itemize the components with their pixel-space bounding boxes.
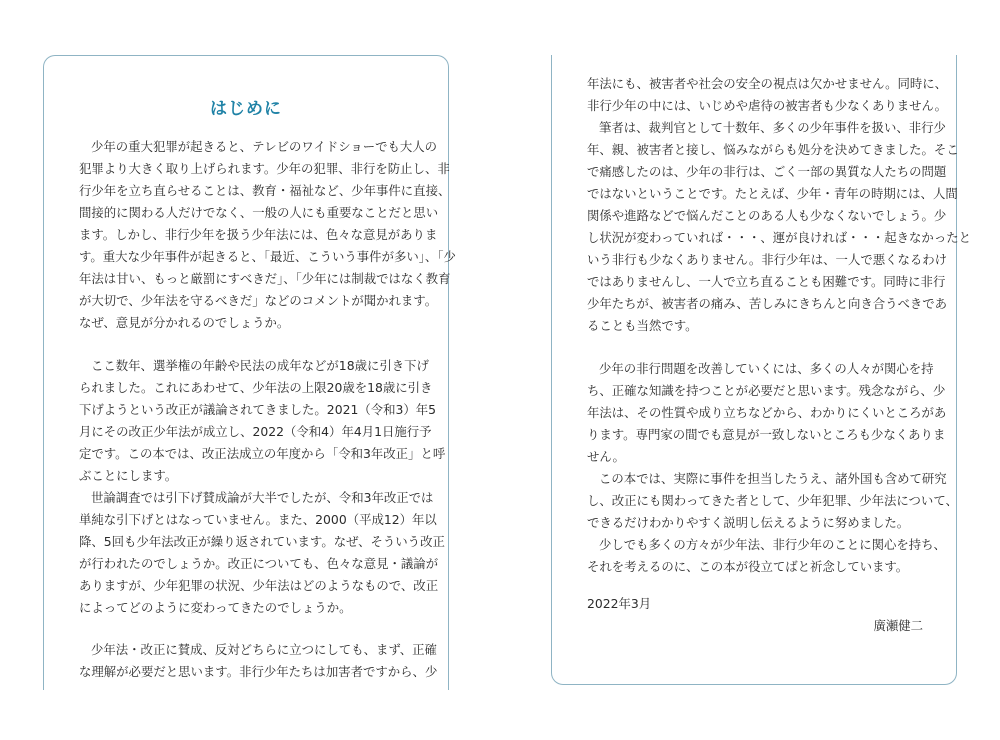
text-line: 年、親、被害者と接し、悩みながらも処分を決めてきました。そこ xyxy=(587,142,959,157)
text-line: 行少年を立ち直らせることは、教育・福祉など、少年事件に直接、 xyxy=(79,183,451,198)
text-line: ち、正確な知識を持つことが必要だと思います。残念ながら、少 xyxy=(587,383,946,398)
text-line: な理解が必要だと思います。非行少年たちは加害者ですから、少 xyxy=(79,664,438,679)
text-line: ぶことにします。 xyxy=(79,468,178,483)
text-line: が行われたのでしょうか。改正についても、色々な意見・議論が xyxy=(79,556,439,571)
text-line: 少年の重大犯罪が起きると、テレビのワイドショーでも大人の xyxy=(91,139,438,154)
text-line: いう非行も少なくありません。非行少年は、一人で悪くなるわけ xyxy=(587,252,948,267)
text-line: ありますが、少年犯罪の状況、少年法はどのようなもので、改正 xyxy=(79,578,439,593)
text-line: 非行少年の中には、いじめや虐待の被害者も少なくありません。 xyxy=(587,98,948,113)
page-title: はじめに xyxy=(210,99,282,119)
text-line: それを考えるのに、この本が役立てばと祈念しています。 xyxy=(587,559,909,574)
text-line: せん。 xyxy=(587,449,625,464)
text-line: ではありませんし、一人で立ち直ることも困難です。同時に非行 xyxy=(587,274,946,289)
text-line: 少年の非行問題を改善していくには、多くの人々が関心を持 xyxy=(599,361,934,376)
text-line: 年法にも、被害者や社会の安全の視点は欠かせません。同時に、 xyxy=(587,76,948,91)
text-line: 関係や進路などで悩んだことのある人も少なくないでしょう。少 xyxy=(587,208,947,223)
text-line: 単純な引下げとはなっていません。また、2000（平成12）年以 xyxy=(79,512,437,527)
text-line: 筆者は、裁判官として十数年、多くの少年事件を扱い、非行少 xyxy=(599,120,946,135)
text-line: し状況が変わっていれば・・・、運が良ければ・・・起きなかったと xyxy=(587,230,971,245)
text-line: 下げようという改正が議論されてきました。2021（令和3）年5 xyxy=(79,402,437,417)
text-line: 世論調査では引下げ賛成論が大半でしたが、令和3年改正では xyxy=(91,490,434,505)
text-line: 降、5回も少年法改正が繰り返されています。なぜ、そういう改正 xyxy=(79,534,445,549)
date-line: 2022年3月 xyxy=(587,596,652,611)
text-line: 定です。この本では、改正法成立の年度から「令和3年改正」と呼 xyxy=(79,446,446,461)
text-line: 間接的に関わる人だけでなく、一般の人にも重要なことだと思い xyxy=(79,205,439,220)
text-line: 犯罪より大きく取り上げられます。少年の犯罪、非行を防止し、非 xyxy=(79,161,450,176)
text-line: ではないということです。たとえば、少年・青年の時期には、人間 xyxy=(587,186,958,201)
left-page xyxy=(43,55,456,690)
text-line: す。重大な少年事件が起きると、「最近、こういう事件が多い」、「少 xyxy=(79,249,456,264)
text-line: ます。しかし、非行少年を扱う少年法には、色々な意見がありま xyxy=(79,227,438,242)
text-line: ります。専門家の間でも意見が一致しないところも少なくありま xyxy=(587,427,946,442)
text-line: 少年法・改正に賛成、反対どちらに立つにしても、まず、正確 xyxy=(91,642,437,657)
text-line: この本では、実際に事件を担当したうえ、諸外国も含めて研究 xyxy=(599,471,947,486)
text-line: 少しでも多くの方々が少年法、非行少年のことに関心を持ち、 xyxy=(599,537,946,552)
text-line: で痛感したのは、少年の非行は、ごく一部の異質な人たちの問題 xyxy=(587,164,947,179)
text-line: し、改正にも関わってきた者として、少年犯罪、少年法について、 xyxy=(587,493,958,508)
text-line: ここ数年、選挙権の年齢や民法の成年などが18歳に引き下げ xyxy=(91,358,429,373)
text-line: なぜ、意見が分かれるのでしょうか。 xyxy=(79,315,290,330)
text-line: 年法は、その性質や成り立ちなどから、わかりにくいところがあ xyxy=(587,405,947,420)
text-line: られました。これにあわせて、少年法の上限20歳を18歳に引き xyxy=(79,380,433,395)
author-signature: 廣瀬健二 xyxy=(873,618,923,633)
text-line: ることも当然です。 xyxy=(587,318,698,333)
right-page xyxy=(551,55,971,685)
text-line: 少年たちが、被害者の痛み、苦しみにきちんと向き合うべきであ xyxy=(587,296,948,311)
text-line: が大切で、少年法を守るべきだ」などのコメントが聞かれます。 xyxy=(79,293,438,308)
text-line: 月にその改正少年法が成立し、2022（令和4）年4月1日施行予 xyxy=(79,424,432,439)
text-line: 年法は甘い、もっと厳罰にすべきだ」、「少年には制裁ではなく教育 xyxy=(79,271,451,286)
text-line: できるだけわかりやすく説明し伝えるように努めました。 xyxy=(587,515,910,530)
text-line: によってどのように変わってきたのでしょうか。 xyxy=(79,600,352,615)
